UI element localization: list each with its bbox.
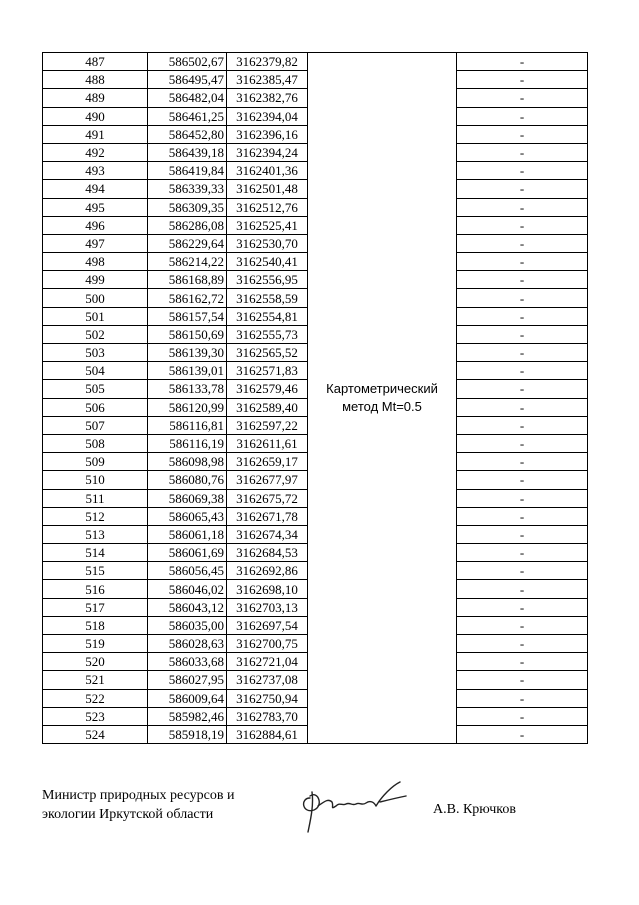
x-coordinate-cell: 586419,84 bbox=[148, 162, 227, 180]
y-coordinate-cell: 3162750,94 bbox=[227, 689, 308, 707]
y-coordinate-cell: 3162589,40 bbox=[227, 398, 308, 416]
accuracy-cell: - bbox=[457, 344, 588, 362]
point-number-cell: 498 bbox=[43, 253, 148, 271]
accuracy-cell: - bbox=[457, 253, 588, 271]
x-coordinate-cell: 586061,69 bbox=[148, 544, 227, 562]
y-coordinate-cell: 3162684,53 bbox=[227, 544, 308, 562]
accuracy-cell: - bbox=[457, 434, 588, 452]
point-number-cell: 495 bbox=[43, 198, 148, 216]
accuracy-cell: - bbox=[457, 707, 588, 725]
accuracy-cell: - bbox=[457, 616, 588, 634]
accuracy-cell: - bbox=[457, 544, 588, 562]
x-coordinate-cell: 586133,78 bbox=[148, 380, 227, 398]
accuracy-cell: - bbox=[457, 307, 588, 325]
point-number-cell: 515 bbox=[43, 562, 148, 580]
y-coordinate-cell: 3162659,17 bbox=[227, 453, 308, 471]
x-coordinate-cell: 586139,01 bbox=[148, 362, 227, 380]
coordinates-table-body bbox=[43, 53, 588, 744]
point-number-cell: 503 bbox=[43, 344, 148, 362]
x-coordinate-cell: 586214,22 bbox=[148, 253, 227, 271]
x-coordinate-cell: 586028,63 bbox=[148, 635, 227, 653]
point-number-cell: 509 bbox=[43, 453, 148, 471]
accuracy-cell: - bbox=[457, 271, 588, 289]
accuracy-cell: - bbox=[457, 580, 588, 598]
accuracy-cell: - bbox=[457, 198, 588, 216]
point-number-cell: 518 bbox=[43, 616, 148, 634]
y-coordinate-cell: 3162556,95 bbox=[227, 271, 308, 289]
x-coordinate-cell: 586452,80 bbox=[148, 125, 227, 143]
y-coordinate-cell: 3162565,52 bbox=[227, 344, 308, 362]
signer-position bbox=[42, 786, 234, 824]
y-coordinate-cell: 3162697,54 bbox=[227, 616, 308, 634]
y-coordinate-cell: 3162382,76 bbox=[227, 89, 308, 107]
accuracy-cell: - bbox=[457, 143, 588, 161]
accuracy-cell: - bbox=[457, 453, 588, 471]
accuracy-cell: - bbox=[457, 507, 588, 525]
accuracy-cell: - bbox=[457, 107, 588, 125]
x-coordinate-cell: 586309,35 bbox=[148, 198, 227, 216]
x-coordinate-cell: 586439,18 bbox=[148, 143, 227, 161]
accuracy-cell: - bbox=[457, 653, 588, 671]
x-coordinate-cell: 586035,00 bbox=[148, 616, 227, 634]
accuracy-cell: - bbox=[457, 471, 588, 489]
signer-name: А.В. Крючков bbox=[433, 802, 516, 817]
y-coordinate-cell: 3162698,10 bbox=[227, 580, 308, 598]
x-coordinate-cell: 586229,64 bbox=[148, 234, 227, 252]
y-coordinate-cell: 3162692,86 bbox=[227, 562, 308, 580]
coordinates-table bbox=[42, 52, 588, 744]
y-coordinate-cell: 3162677,97 bbox=[227, 471, 308, 489]
accuracy-cell: - bbox=[457, 489, 588, 507]
accuracy-cell: - bbox=[457, 325, 588, 343]
y-coordinate-cell: 3162530,70 bbox=[227, 234, 308, 252]
signature-icon bbox=[296, 776, 416, 836]
accuracy-cell: - bbox=[457, 180, 588, 198]
x-coordinate-cell: 586027,95 bbox=[148, 671, 227, 689]
accuracy-cell: - bbox=[457, 562, 588, 580]
y-coordinate-cell: 3162394,24 bbox=[227, 143, 308, 161]
x-coordinate-cell: 586162,72 bbox=[148, 289, 227, 307]
x-coordinate-cell: 586061,18 bbox=[148, 525, 227, 543]
x-coordinate-cell: 586168,89 bbox=[148, 271, 227, 289]
point-number-cell: 490 bbox=[43, 107, 148, 125]
accuracy-cell: - bbox=[457, 671, 588, 689]
x-coordinate-cell: 586495,47 bbox=[148, 71, 227, 89]
y-coordinate-cell: 3162611,61 bbox=[227, 434, 308, 452]
x-coordinate-cell: 586080,76 bbox=[148, 471, 227, 489]
point-number-cell: 517 bbox=[43, 598, 148, 616]
point-number-cell: 500 bbox=[43, 289, 148, 307]
accuracy-cell: - bbox=[457, 289, 588, 307]
point-number-cell: 519 bbox=[43, 635, 148, 653]
x-coordinate-cell: 585982,46 bbox=[148, 707, 227, 725]
x-coordinate-cell: 586056,45 bbox=[148, 562, 227, 580]
point-number-cell: 489 bbox=[43, 89, 148, 107]
point-number-cell: 499 bbox=[43, 271, 148, 289]
y-coordinate-cell: 3162401,36 bbox=[227, 162, 308, 180]
y-coordinate-cell: 3162674,34 bbox=[227, 525, 308, 543]
y-coordinate-cell: 3162554,81 bbox=[227, 307, 308, 325]
x-coordinate-cell: 586098,98 bbox=[148, 453, 227, 471]
y-coordinate-cell: 3162675,72 bbox=[227, 489, 308, 507]
point-number-cell: 504 bbox=[43, 362, 148, 380]
accuracy-cell: - bbox=[457, 380, 588, 398]
accuracy-cell: - bbox=[457, 216, 588, 234]
accuracy-cell: - bbox=[457, 635, 588, 653]
point-number-cell: 511 bbox=[43, 489, 148, 507]
point-number-cell: 497 bbox=[43, 234, 148, 252]
x-coordinate-cell: 586065,43 bbox=[148, 507, 227, 525]
accuracy-cell: - bbox=[457, 71, 588, 89]
x-coordinate-cell: 586116,81 bbox=[148, 416, 227, 434]
accuracy-cell: - bbox=[457, 53, 588, 71]
method-cell: Картометрический метод Mt=0.5 bbox=[308, 53, 457, 744]
y-coordinate-cell: 3162579,46 bbox=[227, 380, 308, 398]
x-coordinate-cell: 586339,33 bbox=[148, 180, 227, 198]
point-number-cell: 514 bbox=[43, 544, 148, 562]
point-number-cell: 492 bbox=[43, 143, 148, 161]
point-number-cell: 487 bbox=[43, 53, 148, 71]
accuracy-cell: - bbox=[457, 525, 588, 543]
point-number-cell: 496 bbox=[43, 216, 148, 234]
point-number-cell: 508 bbox=[43, 434, 148, 452]
x-coordinate-cell: 586502,67 bbox=[148, 53, 227, 71]
point-number-cell: 522 bbox=[43, 689, 148, 707]
y-coordinate-cell: 3162512,76 bbox=[227, 198, 308, 216]
y-coordinate-cell: 3162737,08 bbox=[227, 671, 308, 689]
x-coordinate-cell: 586009,64 bbox=[148, 689, 227, 707]
y-coordinate-cell: 3162671,78 bbox=[227, 507, 308, 525]
accuracy-cell: - bbox=[457, 362, 588, 380]
x-coordinate-cell: 586043,12 bbox=[148, 598, 227, 616]
y-coordinate-cell: 3162525,41 bbox=[227, 216, 308, 234]
point-number-cell: 516 bbox=[43, 580, 148, 598]
accuracy-cell: - bbox=[457, 398, 588, 416]
point-number-cell: 506 bbox=[43, 398, 148, 416]
y-coordinate-cell: 3162884,61 bbox=[227, 725, 308, 743]
signer-position-line1: Министр природных ресурсов и bbox=[42, 788, 235, 803]
x-coordinate-cell: 586069,38 bbox=[148, 489, 227, 507]
x-coordinate-cell: 586482,04 bbox=[148, 89, 227, 107]
point-number-cell: 513 bbox=[43, 525, 148, 543]
y-coordinate-cell: 3162385,47 bbox=[227, 71, 308, 89]
x-coordinate-cell: 586139,30 bbox=[148, 344, 227, 362]
x-coordinate-cell: 585918,19 bbox=[148, 725, 227, 743]
accuracy-cell: - bbox=[457, 598, 588, 616]
x-coordinate-cell: 586157,54 bbox=[148, 307, 227, 325]
point-number-cell: 507 bbox=[43, 416, 148, 434]
point-number-cell: 501 bbox=[43, 307, 148, 325]
point-number-cell: 502 bbox=[43, 325, 148, 343]
accuracy-cell: - bbox=[457, 725, 588, 743]
y-coordinate-cell: 3162703,13 bbox=[227, 598, 308, 616]
accuracy-cell: - bbox=[457, 162, 588, 180]
point-number-cell: 521 bbox=[43, 671, 148, 689]
y-coordinate-cell: 3162501,48 bbox=[227, 180, 308, 198]
accuracy-cell: - bbox=[457, 89, 588, 107]
accuracy-cell: - bbox=[457, 689, 588, 707]
x-coordinate-cell: 586150,69 bbox=[148, 325, 227, 343]
y-coordinate-cell: 3162396,16 bbox=[227, 125, 308, 143]
point-number-cell: 512 bbox=[43, 507, 148, 525]
accuracy-cell: - bbox=[457, 416, 588, 434]
x-coordinate-cell: 586116,19 bbox=[148, 434, 227, 452]
point-number-cell: 505 bbox=[43, 380, 148, 398]
accuracy-cell: - bbox=[457, 125, 588, 143]
y-coordinate-cell: 3162379,82 bbox=[227, 53, 308, 71]
x-coordinate-cell: 586461,25 bbox=[148, 107, 227, 125]
x-coordinate-cell: 586033,68 bbox=[148, 653, 227, 671]
x-coordinate-cell: 586120,99 bbox=[148, 398, 227, 416]
table-row bbox=[43, 53, 588, 71]
y-coordinate-cell: 3162558,59 bbox=[227, 289, 308, 307]
y-coordinate-cell: 3162721,04 bbox=[227, 653, 308, 671]
y-coordinate-cell: 3162783,70 bbox=[227, 707, 308, 725]
point-number-cell: 520 bbox=[43, 653, 148, 671]
x-coordinate-cell: 586286,08 bbox=[148, 216, 227, 234]
point-number-cell: 523 bbox=[43, 707, 148, 725]
point-number-cell: 510 bbox=[43, 471, 148, 489]
point-number-cell: 491 bbox=[43, 125, 148, 143]
point-number-cell: 488 bbox=[43, 71, 148, 89]
x-coordinate-cell: 586046,02 bbox=[148, 580, 227, 598]
y-coordinate-cell: 3162700,75 bbox=[227, 635, 308, 653]
y-coordinate-cell: 3162597,22 bbox=[227, 416, 308, 434]
point-number-cell: 493 bbox=[43, 162, 148, 180]
y-coordinate-cell: 3162540,41 bbox=[227, 253, 308, 271]
signer-position-line2: экологии Иркутской области bbox=[42, 807, 214, 822]
y-coordinate-cell: 3162571,83 bbox=[227, 362, 308, 380]
accuracy-cell: - bbox=[457, 234, 588, 252]
y-coordinate-cell: 3162555,73 bbox=[227, 325, 308, 343]
point-number-cell: 524 bbox=[43, 725, 148, 743]
y-coordinate-cell: 3162394,04 bbox=[227, 107, 308, 125]
point-number-cell: 494 bbox=[43, 180, 148, 198]
